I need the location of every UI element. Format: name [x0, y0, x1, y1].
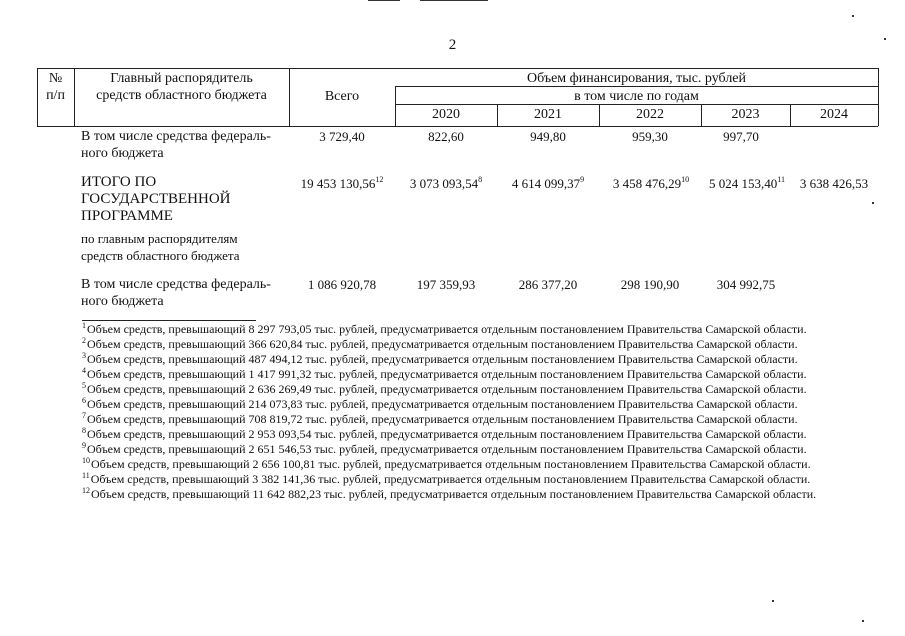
scan-speck: [772, 600, 774, 602]
scan-speck: [862, 620, 864, 622]
header-year-2023: 2023: [731, 107, 760, 122]
page-number: 2: [448, 37, 457, 53]
scan-mark-top-right: [420, 0, 488, 1]
footnote: $^{10}$Объем средств, превышающий 2 656 100,81 тыс. рублей, предусматривается отдельным постановлением Правительства Самарской области.: [82, 456, 811, 471]
header-year-2022: 2022: [636, 107, 664, 122]
row-federal-2023: 997,70: [723, 129, 759, 144]
header-col-number: № п/п: [46, 71, 65, 103]
footnote-separator: [82, 320, 256, 321]
row-federal-2020: 822,60: [428, 129, 464, 144]
header-financing-title: Объем финансирования, тыс. рублей: [526, 71, 747, 86]
scan-speck: [872, 202, 874, 204]
footnote: $^8$Объем средств, превышающий 2 953 093,54 тыс. рублей, предусматривается отдельным постановлением Правительства Самарской области.: [82, 426, 807, 441]
header-by-years: в том числе по годам: [574, 89, 699, 104]
footnote: $^{11}$Объем средств, превышающий 3 382 141,36 тыс. рублей, предусматривается отдельным постановлением Правительства Самарской области.: [82, 471, 811, 486]
header-col-distributor: Главный распорядитель средств областного бюджета: [96, 71, 267, 103]
row-total-program-label: ИТОГО ПО ГОСУДАРСТВЕННОЙ ПРОГРАММЕ: [81, 174, 231, 224]
scan-speck: [852, 15, 854, 17]
row-total-program-2020: 3 073 093,54$^8$: [409, 175, 483, 191]
row-total-program-2023: 5 024 153,40$^{11}$: [709, 175, 785, 191]
row-federal-2-2020: 197 359,93: [416, 277, 476, 292]
row-total-program-2021: 4 614 099,37$^9$: [511, 175, 585, 191]
footnote: $^5$Объем средств, превышающий 2 636 269,49 тыс. рублей, предусматривается отдельным постановлением Правительства Самарской области.: [82, 381, 807, 396]
footnote: $^2$Объем средств, превышающий 366 620,84 тыс. рублей, предусматривается отдельным постановлением Правительства Самарской области.: [82, 336, 798, 351]
scan-mark-top-left: [368, 0, 400, 1]
header-total: Всего: [324, 89, 360, 104]
footnote: $^6$Объем средств, превышающий 214 073,83 тыс. рублей, предусматривается отдельным постановлением Правительства Самарской области.: [82, 396, 798, 411]
row-federal-2021: 949,80: [530, 129, 566, 144]
row-federal-2-total: 1 086 920,78: [307, 277, 377, 292]
row-by-distributors-label: по главным распорядителям средств областного бюджета: [81, 231, 240, 263]
row-federal-2-2021: 286 377,20: [518, 277, 578, 292]
footnote: $^7$Объем средств, превышающий 708 819,72 тыс. рублей, предусматривается отдельным постановлением Правительства Самарской области.: [82, 411, 798, 426]
header-year-2021: 2021: [534, 107, 562, 122]
row-federal-2-2022: 298 190,90: [620, 277, 680, 292]
row-federal-2-2023: 304 992,75: [716, 277, 776, 292]
row-total-program-2024: 3 638 426,53: [799, 176, 869, 191]
footnote: $^4$Объем средств, превышающий 1 417 991,32 тыс. рублей, предусматривается отдельным постановлением Правительства Самарской области.: [82, 366, 807, 381]
header-year-2020: 2020: [432, 107, 460, 122]
footnote: $^9$Объем средств, превышающий 2 651 546,53 тыс. рублей, предусматривается отдельным постановлением Правительства Самарской области.: [82, 441, 807, 456]
row-total-program-total: 19 453 130,56$^{12}$: [300, 175, 384, 191]
row-total-program-2022: 3 458 476,29$^{10}$: [612, 175, 690, 191]
row-federal-label: В том числе средства федераль- ного бюджета: [81, 129, 271, 161]
footnote: $^1$Объем средств, превышающий 8 297 793,05 тыс. рублей, предусматривается отдельным постановлением Правительства Самарской области.: [82, 321, 807, 336]
header-year-2024: 2024: [820, 107, 848, 122]
row-federal-total: 3 729,40: [319, 129, 365, 144]
row-federal-2022: 959,30: [632, 129, 668, 144]
footnote: $^{12}$Объем средств, превышающий 11 642 882,23 тыс. рублей, предусматривается отдельным постановлением Правительства Самарской области.: [82, 486, 817, 501]
footnote: $^3$Объем средств, превышающий 487 494,12 тыс. рублей, предусматривается отдельным постановлением Правительства Самарской области.: [82, 351, 798, 366]
row-federal-2-label: В том числе средства федераль- ного бюджета: [81, 277, 271, 309]
